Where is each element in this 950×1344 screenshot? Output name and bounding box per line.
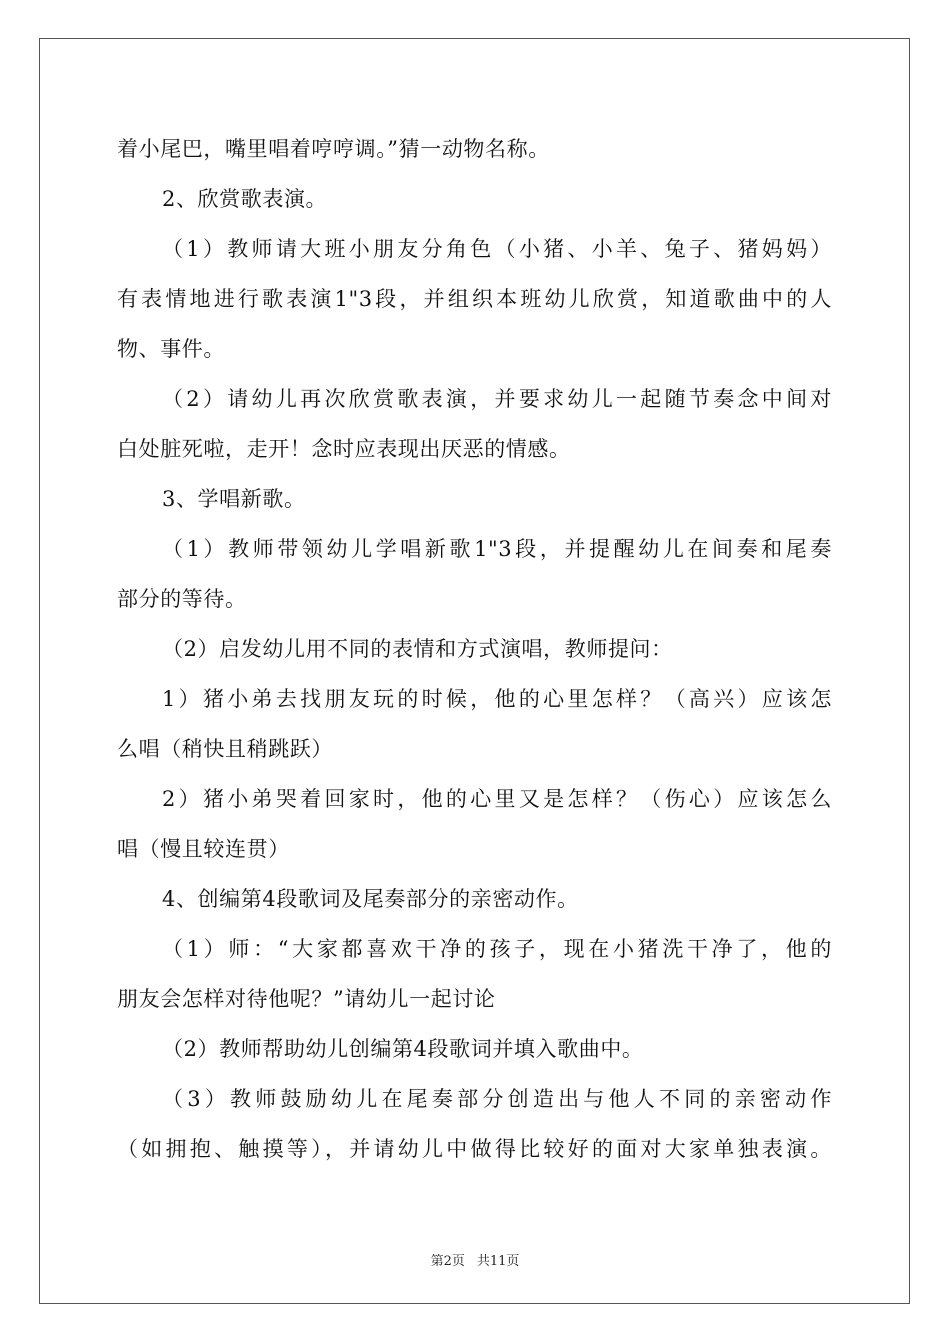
page-number: 第2页 [430,1254,465,1269]
text-line: 部分的等待。 [117,587,247,611]
text-line: 物、事件。 [117,337,225,361]
text-line: （1）教师请大班小朋友分角色（小猪、小羊、兔子、猪妈妈） [162,237,832,261]
section-heading: 4、创编第4段歌词及尾奏部分的亲密动作。 [162,887,579,911]
page-border [39,38,910,1304]
text-line: （3）教师鼓励幼儿在尾奏部分创造出与他人不同的亲密动作 [162,1087,832,1111]
section-heading: 3、学唱新歌。 [162,487,306,511]
text-line: （2）请幼儿再次欣赏歌表演，并要求幼儿一起随节奏念中间对 [162,387,832,411]
text-line: 有表情地进行歌表演1"3段，并组织本班幼儿欣赏，知道歌曲中的人 [117,287,832,311]
text-line: 朋友会怎样对待他呢？”请幼儿一起讨论 [117,987,496,1011]
text-line: 着小尾巴，嘴里唱着哼哼调。”猜一动物名称。 [117,137,550,161]
text-line: （如拥抱、触摸等），并请幼儿中做得比较好的面对大家单独表演。 [117,1137,832,1161]
text-line: 唱（慢且较连贯） [117,837,290,861]
text-line: （2）教师帮助幼儿创编第4段歌词并填入歌曲中。 [162,1037,644,1061]
text-line: （2）启发幼儿用不同的表情和方式演唱，教师提问： [162,637,673,661]
page-footer [0,1250,950,1269]
text-line: 1）猪小弟去找朋友玩的时候，他的心里怎样？（高兴）应该怎 [162,687,832,711]
text-line: 2）猪小弟哭着回家时，他的心里又是怎样？（伤心）应该怎么 [162,787,832,811]
section-heading: 2、欣赏歌表演。 [162,187,328,211]
text-line: 么唱（稍快且稍跳跃） [117,737,333,761]
text-line: （1）教师带领幼儿学唱新歌1"3段，并提醒幼儿在间奏和尾奏 [162,537,832,561]
text-line: 白处脏死啦，走开！念时应表现出厌恶的情感。 [117,437,571,461]
text-line: （1）师：“大家都喜欢干净的孩子，现在小猪洗干净了，他的 [162,937,832,961]
page-total: 共11页 [476,1254,520,1269]
